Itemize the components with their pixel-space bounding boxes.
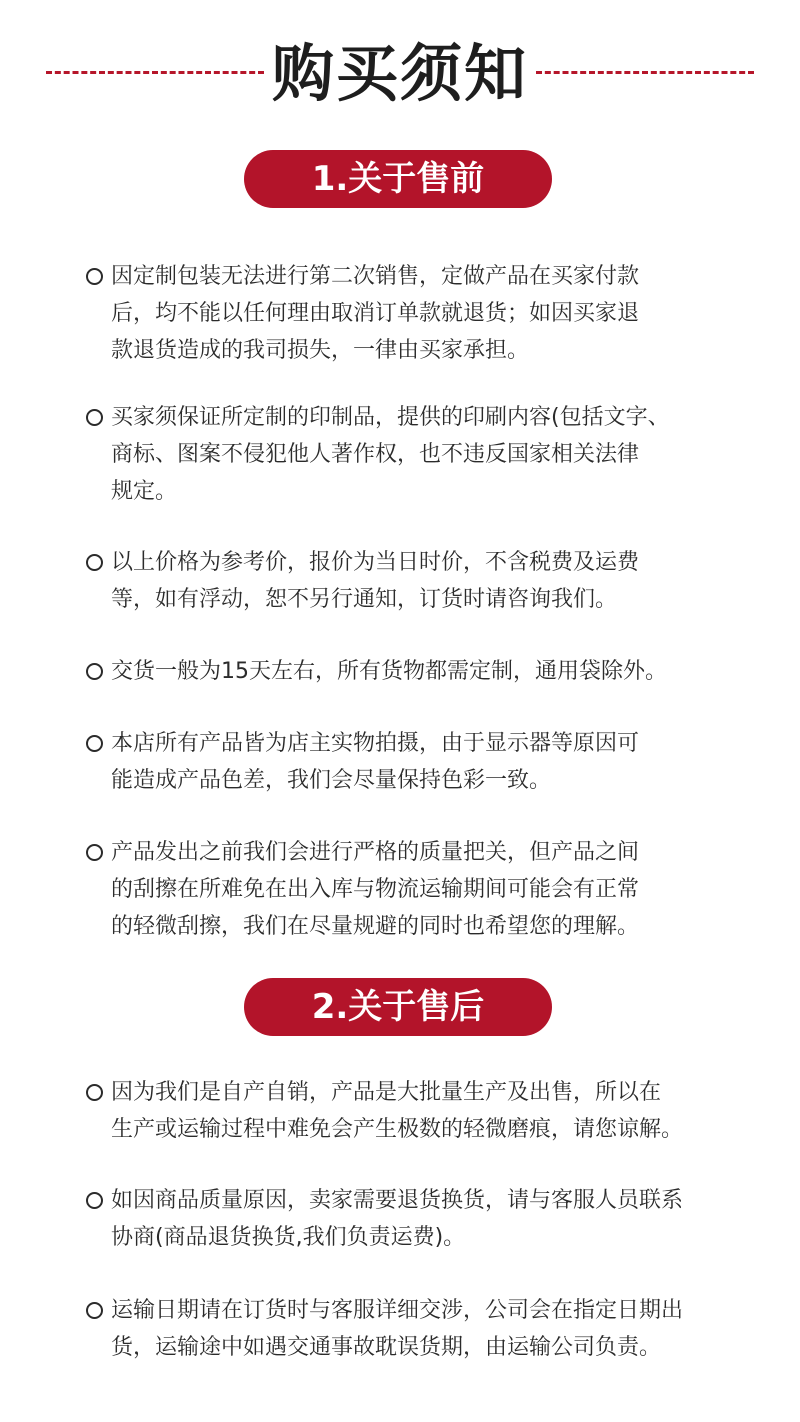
notice-line: 款退货造成的我司损失，一律由买家承担。 bbox=[111, 338, 530, 363]
notice-line: 本店所有产品皆为店主实物拍摄，由于显示器等原因可 bbox=[111, 731, 640, 756]
circle-bullet-icon bbox=[86, 1084, 103, 1101]
circle-bullet-icon bbox=[86, 1192, 103, 1209]
notice-text bbox=[111, 1292, 746, 1366]
notice-line: 交货一般为15天左右，所有货物都需定制，通用袋除外。 bbox=[111, 659, 667, 684]
notice-text bbox=[111, 834, 746, 945]
notice-line: 协商(商品退货换货,我们负责运费)。 bbox=[111, 1225, 466, 1250]
notice-line: 如因商品质量原因，卖家需要退货换货，请与客服人员联系 bbox=[111, 1188, 684, 1213]
notice-line: 能造成产品色差，我们会尽量保持色彩一致。 bbox=[111, 768, 552, 793]
notice-line: 的刮擦在所难免在出入库与物流运输期间可能会有正常 bbox=[111, 877, 640, 902]
section-badge-after-sale: 2.关于售后 bbox=[244, 978, 552, 1036]
circle-bullet-icon bbox=[86, 554, 103, 571]
notice-line: 买家须保证所定制的印制品，提供的印刷内容(包括文字、 bbox=[111, 405, 670, 430]
pre-sale-notice-6 bbox=[86, 834, 746, 945]
notice-text bbox=[111, 258, 746, 369]
circle-bullet-icon bbox=[86, 735, 103, 752]
notice-line: 后，均不能以任何理由取消订单款就退货；如因买家退 bbox=[111, 301, 640, 326]
pre-sale-notice-2 bbox=[86, 399, 746, 510]
section-badge-pre-sale: 1.关于售前 bbox=[244, 150, 552, 208]
notice-line: 产品发出之前我们会进行严格的质量把关，但产品之间 bbox=[111, 840, 640, 865]
notice-line: 货，运输途中如遇交通事故耽误货期，由运输公司负责。 bbox=[111, 1335, 662, 1360]
notice-line: 商标、图案不侵犯他人著作权，也不违反国家相关法律 bbox=[111, 442, 640, 467]
notice-line: 生产或运输过程中难免会产生极数的轻微磨痕，请您谅解。 bbox=[111, 1117, 684, 1142]
right-dashed-divider bbox=[536, 71, 754, 74]
notice-line: 规定。 bbox=[111, 479, 178, 504]
after-sale-notice-1 bbox=[86, 1074, 746, 1148]
pre-sale-notice-4 bbox=[86, 653, 746, 690]
notice-line: 的轻微刮擦，我们在尽量规避的同时也希望您的理解。 bbox=[111, 914, 640, 939]
page-title: 购买须知 bbox=[271, 37, 528, 110]
notice-text bbox=[111, 544, 746, 618]
pre-sale-notice-1 bbox=[86, 258, 746, 369]
notice-line: 因定制包装无法进行第二次销售，定做产品在买家付款 bbox=[111, 264, 640, 289]
notice-text bbox=[111, 653, 746, 690]
circle-bullet-icon bbox=[86, 268, 103, 285]
circle-bullet-icon bbox=[86, 844, 103, 861]
circle-bullet-icon bbox=[86, 663, 103, 680]
notice-text bbox=[111, 725, 746, 799]
notice-line: 因为我们是自产自销，产品是大批量生产及出售，所以在 bbox=[111, 1080, 662, 1105]
page-header bbox=[0, 28, 800, 120]
notice-line: 以上价格为参考价，报价为当日时价，不含税费及运费 bbox=[111, 550, 640, 575]
after-sale-notice-3 bbox=[86, 1292, 746, 1366]
pre-sale-notice-5 bbox=[86, 725, 746, 799]
notice-line: 运输日期请在订货时与客服详细交涉，公司会在指定日期出 bbox=[111, 1298, 684, 1323]
after-sale-notice-2 bbox=[86, 1182, 746, 1256]
circle-bullet-icon bbox=[86, 1302, 103, 1319]
circle-bullet-icon bbox=[86, 409, 103, 426]
notice-text bbox=[111, 1182, 746, 1256]
notice-text bbox=[111, 399, 746, 510]
pre-sale-notice-3 bbox=[86, 544, 746, 618]
notice-line: 等，如有浮动，恕不另行通知，订货时请咨询我们。 bbox=[111, 587, 618, 612]
notice-text bbox=[111, 1074, 746, 1148]
